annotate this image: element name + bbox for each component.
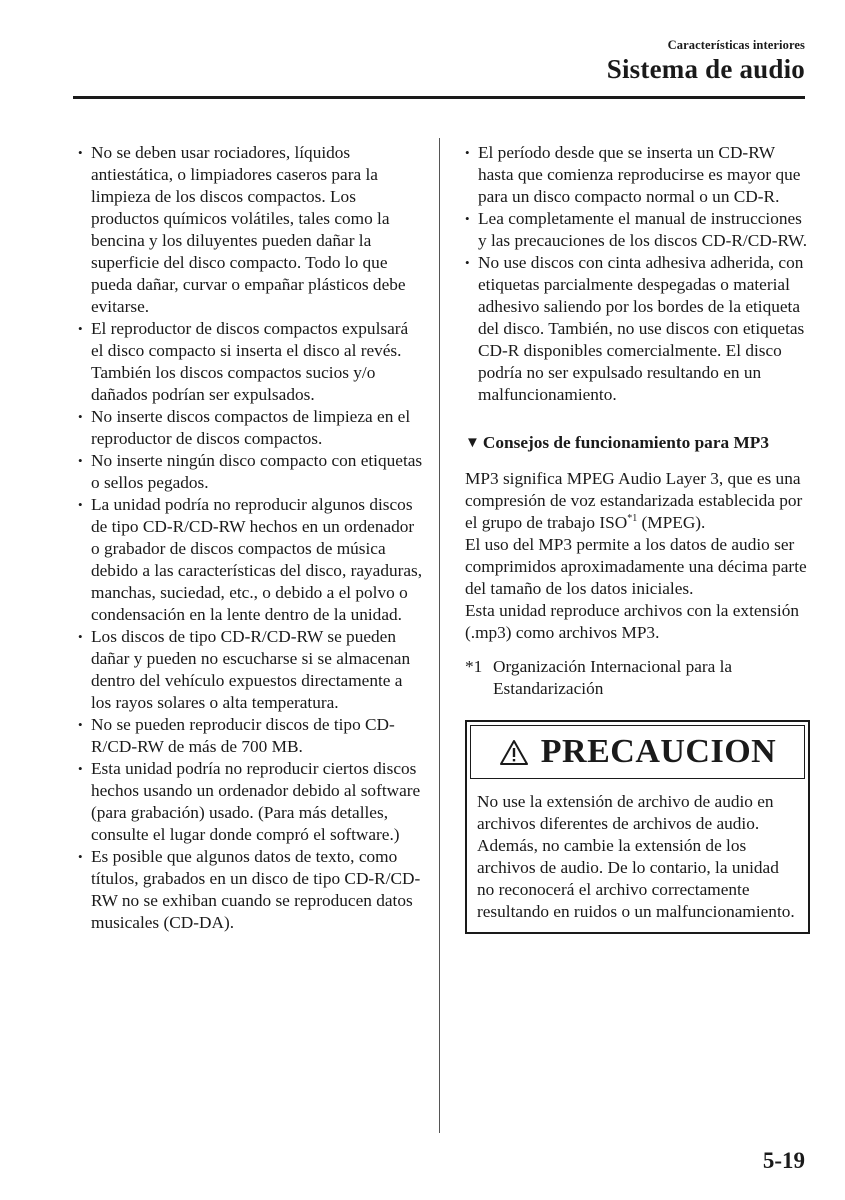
list-item: • No se deben usar rociadores, líquidos antiestática, o limpiadores caseros para la limpieza de los discos compactos. Los productos químicos volátiles, tales como la bencina y los diluyentes pueden dañar la superficie del disco compacto. Todo lo que pueda dañar, curvar o empañar plásticos debe evitarse. xyxy=(78,142,423,318)
mp3-text: MP3 significa MPEG Audio Layer 3, que es una compresión de voz estandarizada establecida por el grupo de trabajo ISO xyxy=(465,469,803,532)
mp3-text: (MPEG). xyxy=(637,513,706,532)
list-item: • Es posible que algunos datos de texto, como títulos, grabados en un disco de tipo CD-R/CD-RW no se exhiban cuando se reproducen datos musicales (CD-DA). xyxy=(78,846,423,934)
mp3-paragraph-1 xyxy=(465,468,810,534)
list-item: • Los discos de tipo CD-R/CD-RW se pueden dañar y pueden no escucharse si se almacenan dentro del vehículo expuestos directamente a los rayos solares o alta temperatura. xyxy=(78,626,423,714)
footnote-mark: *1 xyxy=(465,657,483,676)
footnote-text: Organización Internacional para la Estandarización xyxy=(493,657,733,698)
right-column xyxy=(465,142,810,934)
caution-text: No use la extensión de archivo de audio en archivos diferentes de archivos de audio. Además, no cambie la extensión de los archivos de audio. De lo contario, la unidad no reconocerá el archivo correctamente resultando en ruidos o un malfuncionamiento. xyxy=(477,792,795,921)
column-divider xyxy=(439,138,440,1133)
page-title: Sistema de audio xyxy=(606,54,805,84)
triangle-down-icon: ▼ xyxy=(465,435,480,451)
list-item: • No se pueden reproducir discos de tipo CD-R/CD-RW de más de 700 MB. xyxy=(78,714,423,758)
left-column xyxy=(78,142,423,934)
warning-icon xyxy=(499,739,529,766)
list-item: • No inserte discos compactos de limpieza en el reproductor de discos compactos. xyxy=(78,406,423,450)
list-item: • El reproductor de discos compactos expulsará el disco compacto si inserta el disco al revés. También los discos compactos sucios y/o dañados podrían ser expulsados. xyxy=(78,318,423,406)
mp3-section-heading xyxy=(465,432,810,454)
list-item: • El período desde que se inserta un CD-RW hasta que comienza reproducirse es mayor que para un disco compacto normal o un CD-R. xyxy=(465,142,810,208)
caution-header xyxy=(470,725,805,779)
list-item: • No use discos con cinta adhesiva adherida, con etiquetas parcialmente despegadas o material adhesivo saliendo por los bordes de la etiqueta del disco. También, no use discos con etiquetas CD-R disponibles comercialmente. El disco podría no ser expulsado resultando en un malfuncionamiento. xyxy=(465,252,810,406)
list-item: • Lea completamente el manual de instrucciones y las precauciones de los discos CD-R/CD-RW. xyxy=(465,208,810,252)
list-item: • La unidad podría no reproducir algunos discos de tipo CD-R/CD-RW hechos en un ordenador o grabador de discos compactos de música debido a las características del disco, rayaduras, manchas, suciedad, etc., o debido a el polvo o condensación en la lente dentro de la unidad. xyxy=(78,494,423,626)
header-rule xyxy=(73,96,805,99)
footnote-ref: *1 xyxy=(627,513,638,525)
section-title: Consejos de funcionamiento para MP3 xyxy=(482,433,769,452)
footnote xyxy=(465,656,810,700)
caution-title: PRECAUCION xyxy=(540,733,777,770)
left-bullet-list xyxy=(78,142,423,934)
mp3-paragraph-2: El uso del MP3 permite a los datos de audio ser comprimidos aproximadamente una décima parte del tamaño de los datos iniciales. xyxy=(465,535,807,598)
page-number: 5-19 xyxy=(762,1148,805,1173)
mp3-section-body xyxy=(465,468,810,644)
mp3-paragraph-3: Esta unidad reproduce archivos con la extensión (.mp3) como archivos MP3. xyxy=(465,601,799,642)
list-item: • No inserte ningún disco compacto con etiquetas o sellos pegados. xyxy=(78,450,423,494)
list-item: • Esta unidad podría no reproducir ciertos discos hechos usando un ordenador debido al software (para grabación) usado. (Para más detalles, consulte el lugar donde compró el software.) xyxy=(78,758,423,846)
caution-box xyxy=(465,720,810,934)
right-bullet-list xyxy=(465,142,810,406)
section-label: Características interiores xyxy=(667,38,805,52)
